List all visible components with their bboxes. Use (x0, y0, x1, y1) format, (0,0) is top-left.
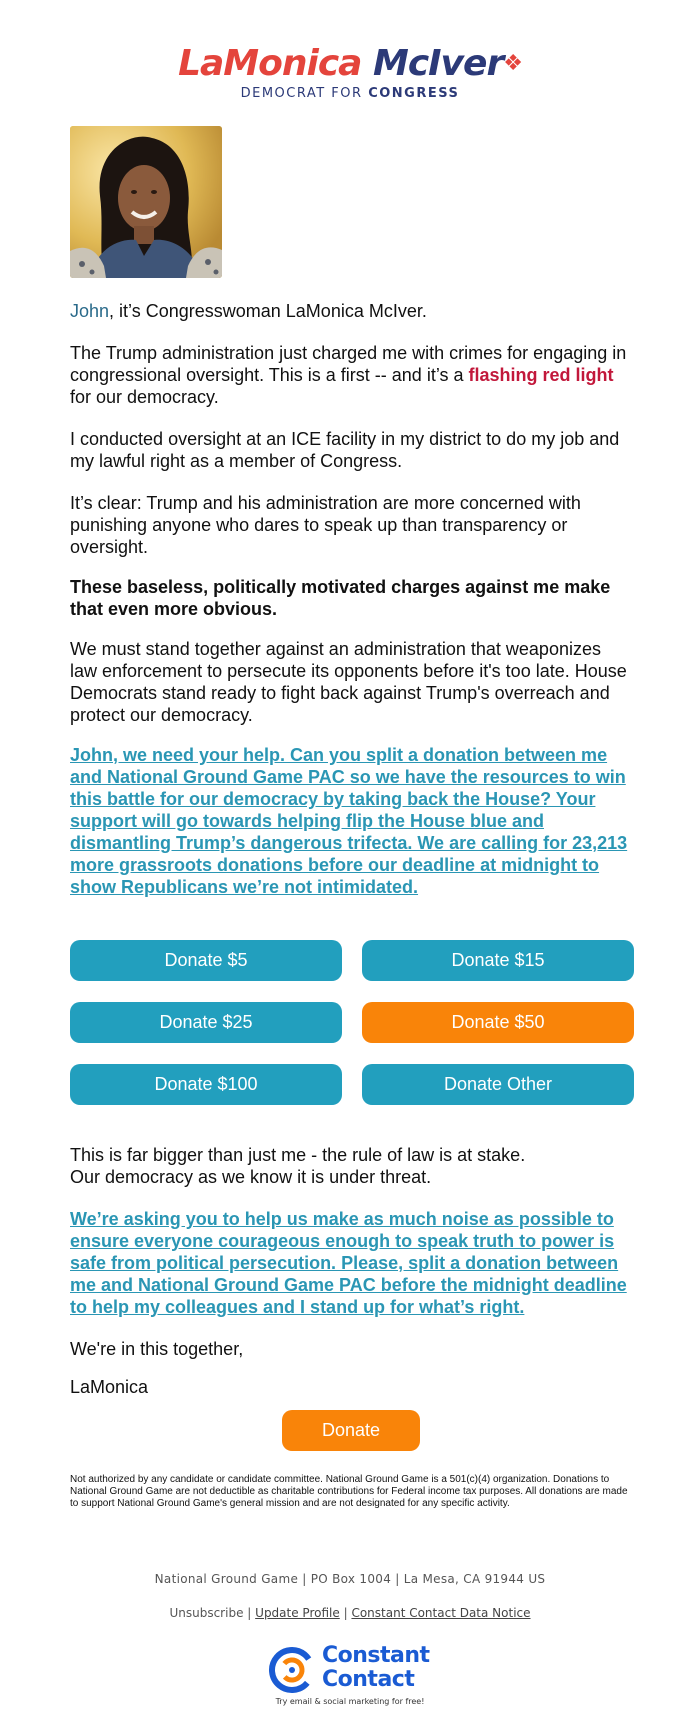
donation-ask-1 (70, 744, 630, 898)
p3-text: It’s clear: Trump and his administration are more concerned with punishing anyone who dares to speak up than transparency or oversight. (70, 493, 581, 557)
paragraph-3 (70, 492, 630, 558)
paragraph-4 (70, 576, 630, 620)
donation-ask-link-1[interactable]: John, we need your help. Can you split a donation between me and National Ground Game PAC so we have the resources to win this battle for our democracy by taking back the House? Your support will go towards helping flip the House blue and dismantling Trump’s dangerous trifecta. We are calling for 23,213 more grassroots donations before our deadline at midnight to show Republicans we’re not intimidated. (70, 745, 628, 897)
cc-line-1: Constant (322, 1643, 430, 1668)
constant-contact-wordmark (322, 1644, 430, 1692)
p6-line-2: Our democracy as we know it is under threat. (70, 1167, 432, 1187)
p1-after: for our democracy. (70, 387, 219, 407)
closing-text: We're in this together, (70, 1339, 244, 1359)
unsubscribe-link[interactable]: Unsubscribe (169, 1606, 244, 1620)
p1-highlight: flashing red light (468, 365, 614, 385)
campaign-logo (0, 42, 700, 101)
greeting-text: , it’s Congresswoman LaMonica McIver. (109, 301, 427, 321)
constant-contact-tagline[interactable]: Try email & social marketing for free! (275, 1697, 425, 1706)
logo-last-name: McIver (373, 43, 504, 84)
p6-line-1: This is far bigger than just me - the rule of law is at stake. (70, 1145, 526, 1165)
logo-first-name: LaMonica (178, 43, 362, 84)
candidate-portrait-icon (70, 126, 222, 278)
p2-text: I conducted oversight at an ICE facility in my district to do my job and my lawful right as a member of Congress. (70, 429, 620, 471)
recipient-name: John (70, 301, 110, 321)
donate-25-button[interactable]: Donate $25 (70, 1002, 342, 1043)
donate-100-button[interactable]: Donate $100 (70, 1064, 342, 1105)
p1-before: The Trump administration just charged me with crimes for engaging in congressional oversight. This is a first -- and it’s a (70, 343, 627, 385)
donate-15-button[interactable]: Donate $15 (362, 940, 634, 981)
paragraph-1 (70, 342, 630, 408)
footer-separator: | (247, 1606, 252, 1620)
p5-text: We must stand together against an administration that weaponizes law enforcement to persecute its opponents before it's too late. House Democrats stand ready to fight back against Trump's overreach and protect our democracy. (70, 639, 627, 725)
signature (70, 1376, 630, 1398)
donate-5-button[interactable]: Donate $5 (70, 940, 342, 981)
donate-50-button[interactable]: Donate $50 (362, 1002, 634, 1043)
legal-disclaimer: Not authorized by any candidate or candidate committee. National Ground Game is a 501(c)(4) organization. Donations to National Ground Game are not deductible as charitable contributions for Federal income tax purposes. All donations are made to support National Ground Game's general mission and are not designated for any specific activity. (70, 1474, 628, 1509)
logo-subtitle-plain: DEMOCRAT FOR (240, 86, 363, 101)
greeting (70, 300, 630, 322)
signature-text: LaMonica (70, 1377, 149, 1397)
logo-subtitle (0, 86, 700, 101)
footer-links (0, 1606, 700, 1620)
donation-ask-2 (70, 1208, 630, 1318)
candidate-photo (70, 126, 222, 278)
logo-subtitle-bold: CONGRESS (368, 86, 460, 101)
data-notice-link[interactable]: Constant Contact Data Notice (351, 1606, 531, 1620)
logo-name (0, 42, 700, 86)
donate-button[interactable]: Donate (282, 1410, 420, 1451)
constant-contact-icon (268, 1646, 316, 1694)
paragraph-2 (70, 428, 630, 472)
constant-contact-logo[interactable] (268, 1644, 438, 1692)
update-profile-link[interactable]: Update Profile (255, 1606, 340, 1620)
footer-address: National Ground Game | PO Box 1004 | La Mesa, CA 91944 US (154, 1572, 546, 1586)
footer-separator: | (343, 1606, 348, 1620)
donation-ask-link-2[interactable]: We’re asking you to help us make as much noise as possible to ensure everyone courageous enough to speak truth to power is safe from political persecution. Please, split a donation between me and National Ground Game PAC before the midnight deadline to help my colleagues and I stand up for what’s right. (70, 1209, 627, 1317)
cc-line-2: Contact (322, 1667, 415, 1692)
state-shape-icon: ❖ (503, 51, 522, 76)
closing (70, 1338, 630, 1360)
p4-text: These baseless, politically motivated charges against me make that even more obvious. (70, 577, 611, 619)
donate-other-button[interactable]: Donate Other (362, 1064, 634, 1105)
paragraph-6 (70, 1144, 630, 1188)
paragraph-5 (70, 638, 630, 726)
